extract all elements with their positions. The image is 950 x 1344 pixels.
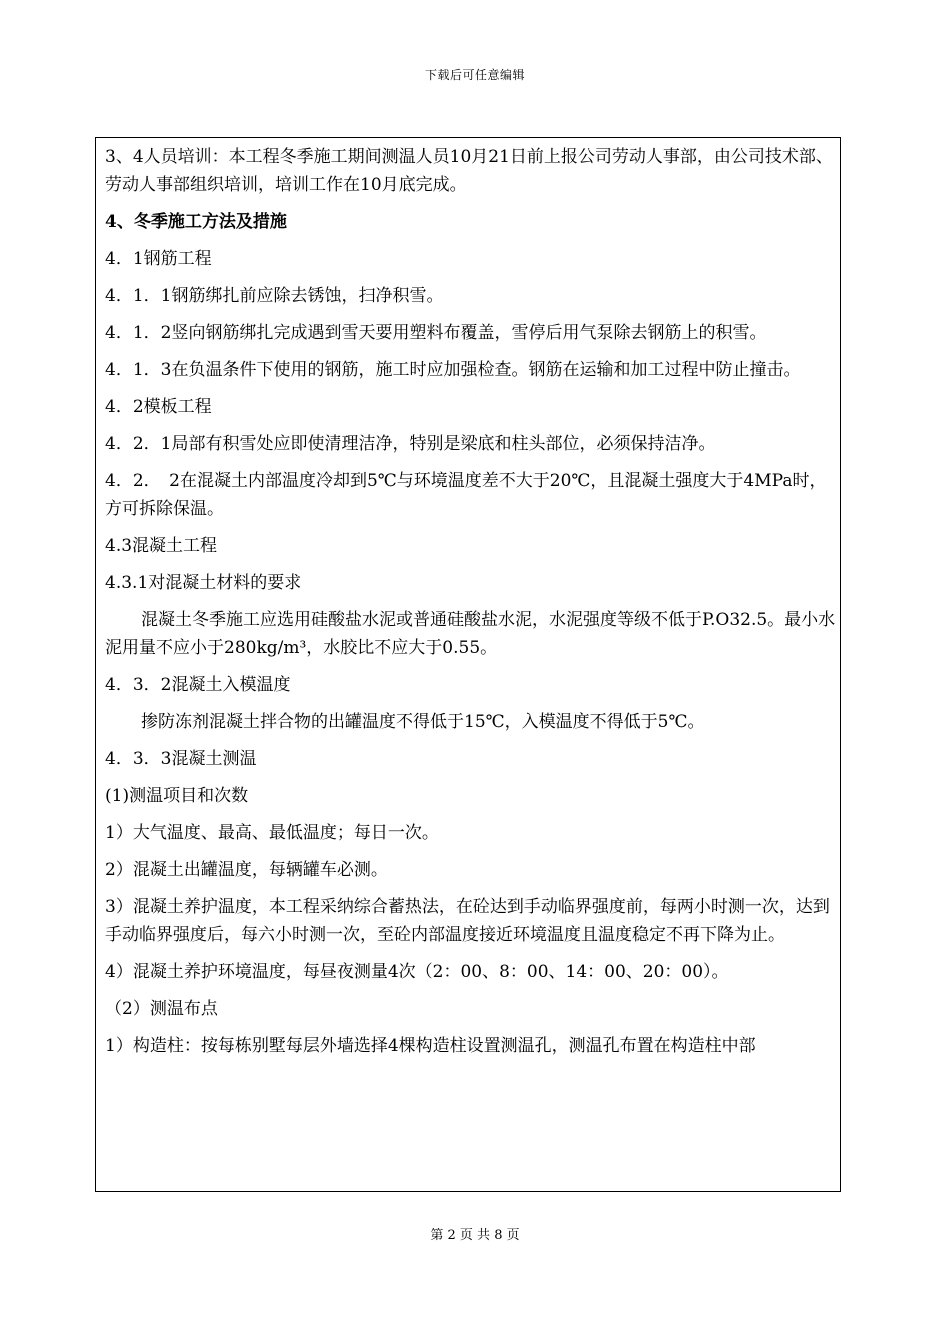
subheading-formwork: 4．2模板工程: [105, 397, 212, 417]
list-item-air-temperature: 1）大气温度、最高、最低温度；每日一次。: [105, 823, 439, 843]
page-footer: 第 2 页 共 8 页: [430, 1228, 520, 1243]
paragraph-formwork-2: 4．2． 2在混凝土内部温度冷却到5℃与环境温度差不大于20℃，且混凝土强度大于4MPa时，方可拆除保温。: [105, 471, 827, 519]
section-heading-winter-methods: 4、冬季施工方法及措施: [105, 212, 287, 232]
paragraph-rebar-3: 4．1．3在负温条件下使用的钢筋，施工时应加强检查。钢筋在运输和加工过程中防止撞击。: [105, 360, 801, 380]
subheading-rebar: 4．1钢筋工程: [105, 249, 212, 269]
paragraph-concrete-materials: 混凝土冬季施工应选用硅酸盐水泥或普通硅酸盐水泥，水泥强度等级不低于P.O32.5。最小水泥用量不应小于280kg/m³，水胶比不应大于0.55。: [105, 610, 836, 658]
item-measurement-frequency: (1)测温项目和次数: [105, 786, 249, 806]
subheading-concrete-materials: 4.3.1对混凝土材料的要求: [105, 573, 302, 593]
paragraph-pour-temperature: 掺防冻剂混凝土拌合物的出罐温度不得低于15℃，入模温度不得低于5℃。: [141, 712, 705, 732]
subheading-temperature-measurement: 4．3．3混凝土测温: [105, 749, 257, 769]
subheading-pour-temperature: 4．3．2混凝土入模温度: [105, 675, 291, 695]
paragraph-rebar-1: 4．1．1钢筋绑扎前应除去锈蚀，扫净积雪。: [105, 286, 444, 306]
paragraph-training: 3、4人员培训：本工程冬季施工期间测温人员10月21日前上报公司劳动人事部，由公司技术部、劳动人事部组织培训，培训工作在10月底完成。: [105, 147, 833, 195]
list-item-structural-column: 1）构造柱：按每栋别墅每层外墙选择4棵构造柱设置测温孔，测温孔布置在构造柱中部: [105, 1036, 756, 1056]
paragraph-formwork-1: 4．2．1局部有积雪处应即使清理洁净，特别是梁底和柱头部位，必须保持洁净。: [105, 434, 716, 454]
list-item-curing-temperature: 3）混凝土养护温度，本工程采纳综合蓄热法，在砼达到手动临界强度前，每两小时测一次，达到手动临界强度后，每六小时测一次，至砼内部温度接近环境温度且温度稳定不再下降为止。: [105, 897, 830, 945]
document-body: [105, 143, 840, 1069]
subheading-concrete: 4.3混凝土工程: [105, 536, 218, 556]
paragraph-rebar-2: 4．1．2竖向钢筋绑扎完成遇到雪天要用塑料布覆盖，雪停后用气泵除去钢筋上的积雪。: [105, 323, 767, 343]
list-item-environment-temperature: 4）混凝土养护环境温度，每昼夜测量4次（2：00、8：00、14：00、20：00）。: [105, 962, 729, 982]
list-item-tank-temperature: 2）混凝土出罐温度，每辆罐车必测。: [105, 860, 388, 880]
page-header: 下载后可任意编辑: [424, 68, 525, 82]
item-measurement-points: （2）测温布点: [105, 999, 218, 1019]
